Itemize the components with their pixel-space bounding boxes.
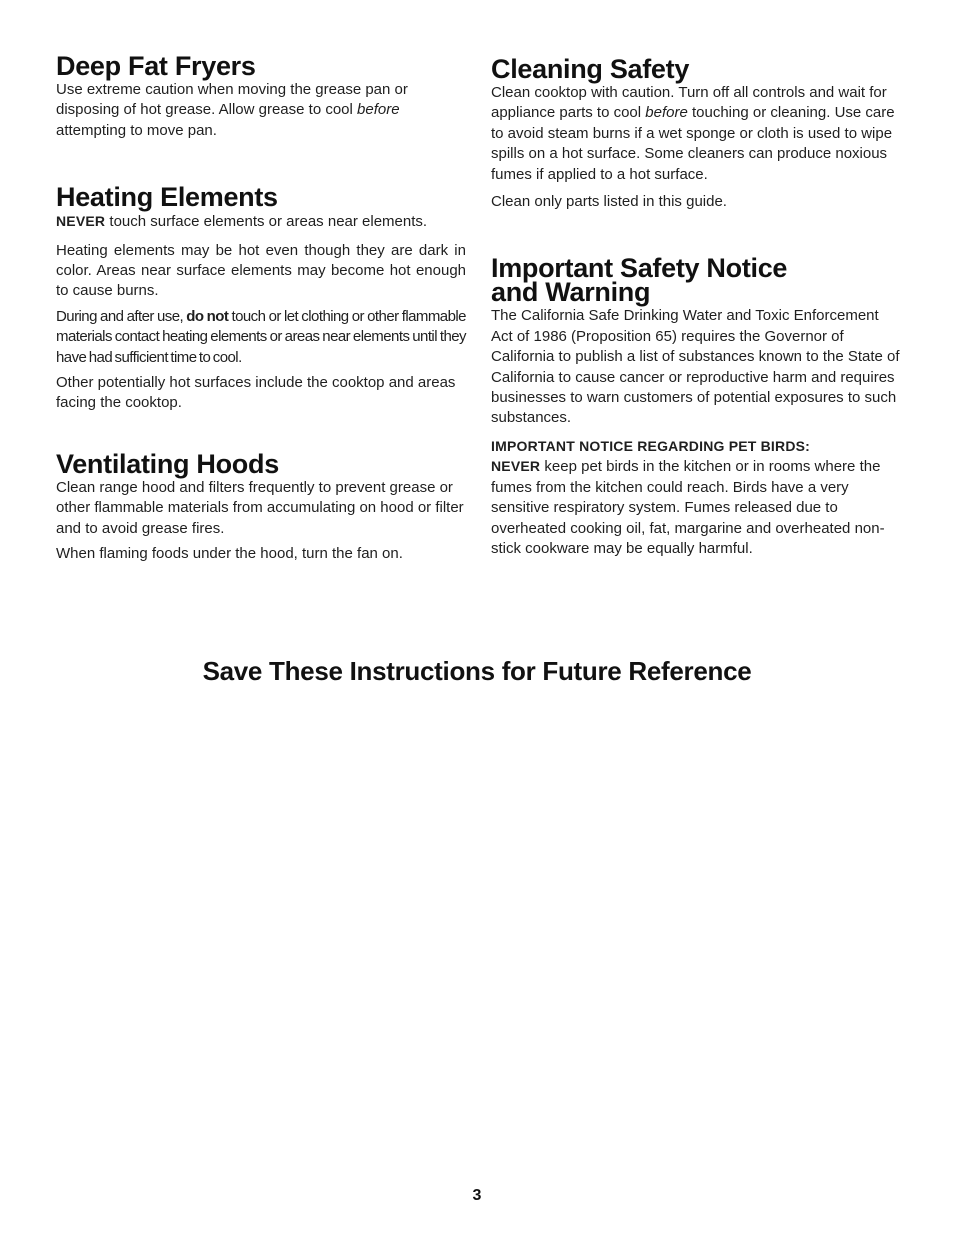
deep-fat-fryers-section [56, 51, 466, 141]
save-instructions-title: Save These Instructions for Future Reference [202, 656, 752, 686]
ventilating-hoods-heading: Ventilating Hoods [56, 448, 279, 479]
heating-elements-text-3: Other potentially hot surfaces include the cooktop and areas facing the cooktop. [56, 374, 456, 412]
deep-fat-fryers-heading: Deep Fat Fryers [56, 51, 256, 81]
heating-elements-text-1: Heating elements may be hot even though they are dark in color. Areas near surface elements may become hot enough to cause burns. [56, 241, 466, 300]
ventilating-hoods-text-1: Clean range hood and filters frequently to prevent grease or other flammable materials from accumulating on hood or filter and to avoid grease fires. [56, 478, 464, 537]
heating-elements-heading: Heating Elements [56, 182, 278, 213]
pet-birds-text: NEVER keep pet birds in the kitchen or in rooms where the fumes from the kitchen could reach. Birds have a very sensitive respiratory system. Fumes released due to overheated cooking oil, fat, margarine and overheated non-stick cookware may be equally harmful. [491, 458, 885, 557]
deep-fat-fryers-text: Use extreme caution when moving the grease pan or disposing of hot grease. Allow grease to cool before attempting to move pan. [56, 81, 408, 139]
safety-notice-section [491, 253, 901, 559]
heating-elements-section [56, 182, 466, 414]
ventilating-hoods-section [56, 448, 466, 565]
page-number: 3 [472, 1187, 482, 1204]
safety-notice-text: The California Safe Drinking Water and Toxic Enforcement Act of 1986 (Proposition 65) requires the Governor of California to publish a list of substances known to the State of California to cause cancer or reproductive harm and requires businesses to warn customers of potential exposures to such substances. [491, 307, 900, 427]
safety-notice-heading: Important Safety Notice and Warning [491, 253, 788, 308]
ventilating-hoods-text-2: When flaming foods under the hood, turn the fan on. [56, 545, 403, 563]
cleaning-safety-heading: Cleaning Safety [491, 54, 690, 84]
right-column [491, 50, 901, 564]
cleaning-safety-text-1: Clean cooktop with caution. Turn off all controls and wait for appliance parts to cool before touching or cleaning. Use care to avoid steam burns if a wet sponge or cloth is used to wipe spills on a hot surface. Some cleaners can produce noxious fumes if applied to a hot surface. [491, 84, 895, 183]
left-column [56, 50, 466, 570]
heating-elements-warning: NEVER touch surface elements or areas near elements. [56, 213, 428, 231]
cleaning-safety-text-2: Clean only parts listed in this guide. [491, 193, 727, 211]
heating-elements-text-2: During and after use, do not touch or let clothing or other flammable materials contact heating elements or areas near elements until they have had sufficient time to cool. [56, 307, 466, 366]
cleaning-safety-section [491, 54, 901, 212]
pet-birds-heading: IMPORTANT NOTICE REGARDING PET BIRDS: [491, 437, 811, 454]
